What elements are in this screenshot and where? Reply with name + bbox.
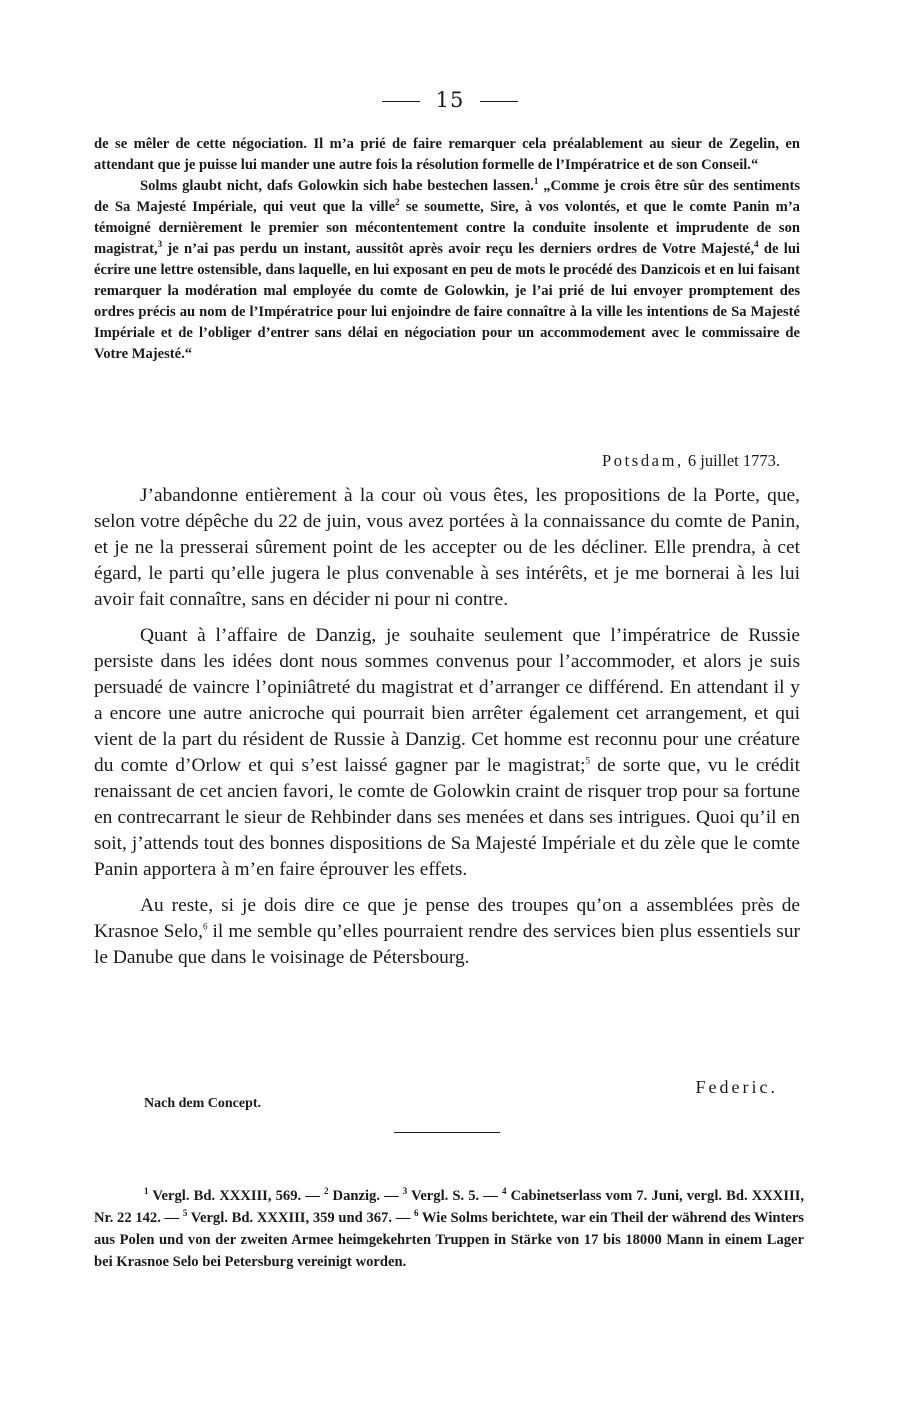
dateline-place: Potsdam, (601, 451, 684, 470)
letter-dateline (602, 451, 780, 471)
body-paragraph-3: Au reste, si je dois dire ce que je pense des troupes qu’on a assemblées près de Krasnoe Selo,$^6$ il me semble qu’elles pourraient rendre des services bien plus essentiels sur le Danube que dans le voisinage de Pétersbourg. (94, 895, 800, 968)
page-number: 15 (435, 88, 465, 112)
dateline-date: 6 juillet 1773. (687, 451, 780, 470)
letter-body (94, 483, 800, 981)
footnote-ref-4: 4 (754, 239, 759, 250)
header-rule-left (382, 101, 420, 102)
previous-letter-excerpt (94, 134, 800, 365)
footnote-ref-5: 5 (585, 755, 591, 766)
footnote-mark-1: 1 (144, 1186, 149, 1197)
footnote-ref-1: 1 (533, 176, 539, 187)
source-note: Nach dem Concept. (144, 1096, 262, 1111)
body-paragraph-2: Quant à l’affaire de Danzig, je souhaite seulement que l’impératrice de Russie persiste dans les idées dont nous sommes convenus pour l’accommoder, et alors je suis persuadé de vaincre l’opiniâtreté du magistrat et d’arranger ce différend. En attendant il y a encore une autre anicroche qui pourrait bien arrêter également cet arrangement, et qui vient de la part du résident de Russie à Danzig. Cet homme est reconnu pour une créature du comte d’Orlow et qui s’est laissé gagner par le magistrat;$^5$ de sorte que, vu le crédit renaissant de cet ancien favori, le comte de Golowkin craint de risquer trop pour sa fortune en contrecarrant le sieur de Rehbinder dans ses menées et dans ses intrigues. Quoi qu’il en soit, j’attends tout des bonnes dispositions de Sa Majesté Impériale et du zèle que le comte Panin apportera à m’en faire éprouver les effets. (94, 625, 800, 880)
body-paragraph-1: J’abandonne entièrement à la cour où vous êtes, les propositions de la Porte, que, selon votre dépêche du 22 de juin, vous avez portées à la connaissance du comte de Panin, et je ne la presserai sûrement point de les accepter ou de les décliner. Elle prendra, à cet égard, le parti qu’elle jugera le plus convenable à ses intérêts, et je me bornerai à les lui avoir fait connaître, sans en décider ni pour ni contre. (94, 485, 800, 610)
footnotes: $^1$ Vergl. Bd. XXXIII, 569. — $^2$ Danzig. — $^3$ Vergl. S. 5. — $^4$ Cabinetserlass vom 7. Juni, vergl. Bd. XXXIII, Nr. 22 142. — $^5$ Vergl. Bd. XXXIII, 359 und 367. — $^6$ Wie Solms berichtete, war ein Theil der während des Winters aus Polen und von der zweiten Armee heimgekehrten Truppen in Stärke von 17 bis 18000 Mann in einem Lager bei Krasnoe Selo bei Petersburg vereinigt worden. (94, 1186, 805, 1270)
excerpt-paragraph-1: de se mêler de cette négociation. Il m’a prié de faire remarquer cela préalablement au sieur de Zegelin, en attendant que je puisse lui mander une autre fois la résolution formelle de l’Impératrice et de son Conseil.“ (94, 136, 800, 173)
excerpt-paragraph-2: Solms glaubt nicht, dafs Golowkin sich habe bestechen lassen.$^1$ „Comme je crois être sûr des sentiments de Sa Majesté Impériale, qui veut que la ville$^2$ se soumette, Sire, à vos volontés, et que le comte Panin m’a témoigné dernièrement le premier son mécontentement contre la conduite insolente et imprudente de son magistrat,$^3$ je n’ai pas perdu un instant, aussitôt après avoir reçu les derniers ordres de Votre Majesté,$^4$ de lui écrire une lettre ostensible, dans laquelle, en lui exposant en peu de mots le procédé des Danzicois et en lui faisant remarquer la modération mal employée du comte de Golowkin, je l’ai prié de lui envoyer promptement des ordres précis au nom de l’Impératrice pour lui enjoindre de faire connaître à la ville les intentions de Sa Majesté Impériale et de l’obliger d’entrer sans délai en négociation pour un accommodement avec le commissaire de Votre Majesté.“ (94, 176, 800, 362)
page-header (0, 88, 900, 112)
footnote-mark-3: 3 (402, 1186, 408, 1197)
footnote-divider (394, 1132, 500, 1133)
footnote-ref-3: 3 (157, 239, 163, 250)
footnote-mark-6: 6 (414, 1208, 419, 1219)
footnote-ref-2: 2 (395, 197, 400, 208)
footnote-mark-5: 5 (182, 1208, 188, 1219)
footnote-mark-4: 4 (502, 1186, 507, 1197)
footnote-mark-2: 2 (323, 1186, 329, 1197)
header-rule-right (480, 101, 518, 102)
footnote-ref-6: 6 (202, 921, 208, 932)
letter-signature: Federic. (695, 1077, 778, 1097)
